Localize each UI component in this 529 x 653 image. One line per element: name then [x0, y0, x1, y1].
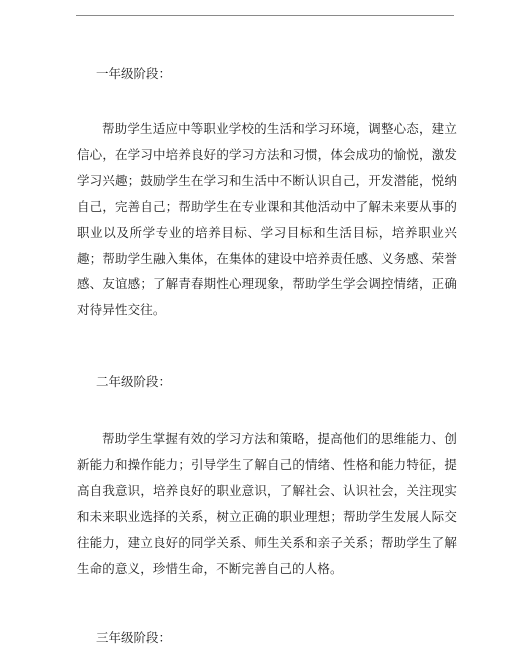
header-rule — [76, 15, 454, 16]
section-heading-grade-1: 一年级阶段： — [96, 66, 172, 81]
section-heading-grade-2: 二年级阶段： — [96, 374, 172, 389]
section-body-grade-2: 帮助学生掌握有效的学习方法和策略，提高他们的思维能力、创新能力和操作能力；引导学生了解自己的情绪、性格和能力特征，提高自我意识，培养良好的职业意识，了解社会、认识社会，关注现实和未来职业选择的关系，树立正确的职业理想；帮助学生发展人际交往能力，建立良好的同学关系、师生关系和亲子关系；帮助学生了解生命的意义，珍惜生命，不断完善自己的人格。 — [77, 431, 457, 576]
section-heading-grade-3: 三年级阶段： — [96, 630, 172, 645]
section-body-grade-1: 帮助学生适应中等职业学校的生活和学习环境，调整心态，建立信心，在学习中培养良好的学习方法和习惯，体会成功的愉悦，激发学习兴趣；鼓励学生在学习和生活中不断认识自己，开发潜能，悦纳自己，完善自己；帮助学生在专业课和其他活动中了解未来要从事的职业以及所学专业的培养目标、学习目标和生活目标，培养职业兴趣；帮助学生融入集体，在集体的建设中培养责任感、义务感、荣誉感、友谊感；了解青春期性心理现象，帮助学生学会调控情绪，正确对待异性交往。 — [77, 121, 457, 318]
